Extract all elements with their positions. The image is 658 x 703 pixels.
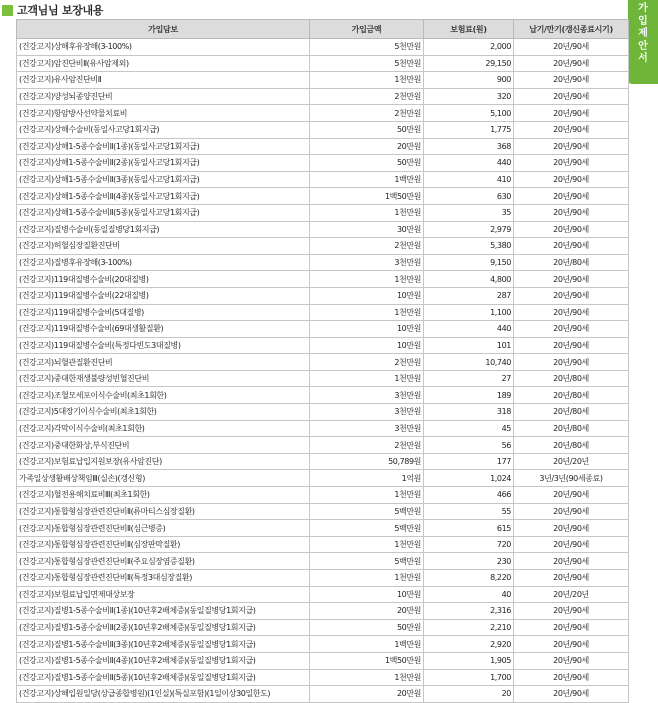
table-row (17, 370, 629, 387)
amount-cell: 1천만원 (310, 304, 424, 321)
coverage-name-cell: (건강고지)질병1-5종수술비Ⅱ(3종)(10년후2배체증)(동일질병당1회지급) (17, 636, 310, 653)
amount-cell: 5백만원 (310, 520, 424, 537)
premium-cell: 1,100 (424, 304, 514, 321)
table-row (17, 686, 629, 703)
premium-cell: 630 (424, 188, 514, 205)
header-coverage: 가입담보 (17, 20, 310, 39)
table-row (17, 55, 629, 72)
amount-cell: 3천만원 (310, 254, 424, 271)
amount-cell: 3천만원 (310, 420, 424, 437)
side-tab-char: 입 (638, 15, 648, 27)
term-cell: 20년/90세 (514, 238, 629, 255)
term-cell: 20년/90세 (514, 570, 629, 587)
premium-cell: 320 (424, 88, 514, 105)
amount-cell: 2천만원 (310, 437, 424, 454)
coverage-name-cell: (건강고지)유사암진단비Ⅱ (17, 72, 310, 89)
side-tab-char: 제 (638, 28, 648, 39)
coverage-name-cell: (건강고지)양성뇌종양진단비 (17, 88, 310, 105)
table-row (17, 536, 629, 553)
premium-cell: 10,740 (424, 354, 514, 371)
coverage-name-cell: (건강고지)중대한화상,부식진단비 (17, 437, 310, 454)
term-cell: 20년/90세 (514, 686, 629, 703)
table-row (17, 238, 629, 255)
term-cell: 20년/90세 (514, 121, 629, 138)
coverage-name-cell: (건강고지)상해입원일당(상급종합병원)(1인실)(특실포함)(1일이상30일한도) (17, 686, 310, 703)
premium-cell: 368 (424, 138, 514, 155)
amount-cell: 1백50만원 (310, 652, 424, 669)
premium-cell: 2,210 (424, 619, 514, 636)
table-row (17, 520, 629, 537)
coverage-name-cell: (건강고지)5대장기이식수술비(최초1회한) (17, 404, 310, 421)
term-cell: 20년/90세 (514, 553, 629, 570)
table-row (17, 487, 629, 504)
table-row (17, 171, 629, 188)
amount-cell: 50,789원 (310, 453, 424, 470)
table-row (17, 503, 629, 520)
table-row (17, 304, 629, 321)
premium-cell: 5,380 (424, 238, 514, 255)
table-row (17, 138, 629, 155)
premium-cell: 35 (424, 204, 514, 221)
premium-cell: 40 (424, 586, 514, 603)
coverage-name-cell: (건강고지)상해1-5종수술비Ⅱ(1종)(동일사고당1회지급) (17, 138, 310, 155)
term-cell: 20년/90세 (514, 39, 629, 56)
premium-cell: 1,024 (424, 470, 514, 487)
premium-cell: 615 (424, 520, 514, 537)
term-cell: 20년/80세 (514, 387, 629, 404)
amount-cell: 2천만원 (310, 105, 424, 122)
amount-cell: 2천만원 (310, 88, 424, 105)
table-row (17, 652, 629, 669)
table-row (17, 404, 629, 421)
term-cell: 20년/90세 (514, 337, 629, 354)
term-cell: 20년/90세 (514, 155, 629, 172)
amount-cell: 10만원 (310, 337, 424, 354)
side-tab-char: 가 (638, 3, 648, 14)
amount-cell: 3천만원 (310, 404, 424, 421)
amount-cell: 5천만원 (310, 39, 424, 56)
coverage-name-cell: (건강고지)항암방사선약물치료비 (17, 105, 310, 122)
coverage-name-cell: (건강고지)질병1-5종수술비Ⅱ(1종)(10년후2배체증)(동일질병당1회지급) (17, 603, 310, 620)
premium-cell: 8,220 (424, 570, 514, 587)
term-cell: 20년/90세 (514, 321, 629, 338)
premium-cell: 1,775 (424, 121, 514, 138)
coverage-name-cell: (건강고지)상해1-5종수술비Ⅱ(2종)(동일사고당1회지급) (17, 155, 310, 172)
coverage-name-cell: (건강고지)119대질병수술비(5대질병) (17, 304, 310, 321)
amount-cell: 30만원 (310, 221, 424, 238)
table-row (17, 204, 629, 221)
amount-cell: 10만원 (310, 287, 424, 304)
premium-cell: 1,905 (424, 652, 514, 669)
term-cell: 20년/20년 (514, 453, 629, 470)
premium-cell: 29,150 (424, 55, 514, 72)
table-row (17, 337, 629, 354)
term-cell: 20년/90세 (514, 354, 629, 371)
amount-cell: 1천만원 (310, 271, 424, 288)
coverage-name-cell: (건강고지)조혈모세포이식수술비(최초1회한) (17, 387, 310, 404)
premium-cell: 2,000 (424, 39, 514, 56)
amount-cell: 10만원 (310, 321, 424, 338)
premium-cell: 55 (424, 503, 514, 520)
term-cell: 20년/90세 (514, 669, 629, 686)
term-cell: 20년/90세 (514, 221, 629, 238)
coverage-name-cell: (건강고지)통합형심장관련진단비Ⅱ(주요심장염증질환) (17, 553, 310, 570)
premium-cell: 9,150 (424, 254, 514, 271)
section-header (0, 0, 630, 20)
term-cell: 20년/90세 (514, 204, 629, 221)
premium-cell: 287 (424, 287, 514, 304)
premium-cell: 45 (424, 420, 514, 437)
term-cell: 20년/90세 (514, 487, 629, 504)
coverage-name-cell: (건강고지)상해1-5종수술비Ⅱ(4종)(동일사고당1회지급) (17, 188, 310, 205)
term-cell: 20년/90세 (514, 88, 629, 105)
amount-cell: 3천만원 (310, 387, 424, 404)
coverage-name-cell: 가족일상생활배상책임Ⅲ(실손)(갱신형) (17, 470, 310, 487)
amount-cell: 50만원 (310, 619, 424, 636)
header-amount: 가입금액 (310, 20, 424, 39)
table-row (17, 271, 629, 288)
coverage-name-cell: (건강고지)통합형심장관련진단비Ⅱ(심근병증) (17, 520, 310, 537)
premium-cell: 466 (424, 487, 514, 504)
side-tab-proposal[interactable] (628, 0, 658, 84)
table-row (17, 453, 629, 470)
coverage-name-cell: (건강고지)상해후유장해(3-100%) (17, 39, 310, 56)
coverage-name-cell: (건강고지)보험료납입면제대상보장 (17, 586, 310, 603)
term-cell: 20년/90세 (514, 271, 629, 288)
amount-cell: 1천만원 (310, 487, 424, 504)
term-cell: 20년/90세 (514, 171, 629, 188)
premium-cell: 1,700 (424, 669, 514, 686)
amount-cell: 1천만원 (310, 204, 424, 221)
term-cell: 20년/90세 (514, 55, 629, 72)
header-premium: 보험료(원) (424, 20, 514, 39)
section-title: 고객님님 보장내용 (17, 4, 104, 17)
table-row (17, 570, 629, 587)
term-cell: 20년/90세 (514, 304, 629, 321)
side-tab-char: 서 (638, 53, 648, 64)
coverage-name-cell: (건강고지)허혈심장질환진단비 (17, 238, 310, 255)
term-cell: 20년/90세 (514, 503, 629, 520)
coverage-name-cell: (건강고지)통합형심장관련진단비Ⅱ(류마티스심장질환) (17, 503, 310, 520)
table-row (17, 121, 629, 138)
term-cell: 20년/80세 (514, 404, 629, 421)
table-row (17, 619, 629, 636)
table-row (17, 72, 629, 89)
premium-cell: 230 (424, 553, 514, 570)
amount-cell: 20만원 (310, 138, 424, 155)
coverage-name-cell: (건강고지)119대질병수술비(69대생활질환) (17, 321, 310, 338)
premium-cell: 720 (424, 536, 514, 553)
header-term: 납기/만기(갱신종료시기) (514, 20, 629, 39)
term-cell: 20년/90세 (514, 105, 629, 122)
premium-cell: 318 (424, 404, 514, 421)
amount-cell: 20만원 (310, 686, 424, 703)
table-row (17, 437, 629, 454)
term-cell: 20년/90세 (514, 138, 629, 155)
amount-cell: 1천만원 (310, 72, 424, 89)
term-cell: 20년/20년 (514, 586, 629, 603)
table-row (17, 321, 629, 338)
coverage-name-cell: (건강고지)질병1-5종수술비Ⅱ(4종)(10년후2배체증)(동일질병당1회지급) (17, 652, 310, 669)
coverage-name-cell: (건강고지)각막이식수술비(최초1회한) (17, 420, 310, 437)
side-tab-char: 안 (638, 40, 648, 52)
coverage-name-cell: (건강고지)뇌혈관질환진단비 (17, 354, 310, 371)
amount-cell: 1억원 (310, 470, 424, 487)
table-row (17, 669, 629, 686)
premium-cell: 900 (424, 72, 514, 89)
coverage-name-cell: (건강고지)암진단비Ⅱ(유사암제외) (17, 55, 310, 72)
term-cell: 20년/90세 (514, 536, 629, 553)
premium-cell: 440 (424, 155, 514, 172)
table-row (17, 603, 629, 620)
coverage-name-cell: (건강고지)통합형심장관련진단비Ⅱ(심장판막질환) (17, 536, 310, 553)
term-cell: 20년/80세 (514, 420, 629, 437)
amount-cell: 5천만원 (310, 55, 424, 72)
table-row (17, 105, 629, 122)
table-row (17, 287, 629, 304)
premium-cell: 2,316 (424, 603, 514, 620)
amount-cell: 5백만원 (310, 503, 424, 520)
amount-cell: 50만원 (310, 155, 424, 172)
amount-cell: 1천만원 (310, 570, 424, 587)
term-cell: 20년/90세 (514, 72, 629, 89)
coverage-name-cell: (건강고지)상해1-5종수술비Ⅱ(3종)(동일사고당1회지급) (17, 171, 310, 188)
coverage-name-cell: (건강고지)질병1-5종수술비Ⅱ(5종)(10년후2배체증)(동일질병당1회지급) (17, 669, 310, 686)
premium-cell: 410 (424, 171, 514, 188)
table-row (17, 155, 629, 172)
table-row (17, 553, 629, 570)
premium-cell: 2,920 (424, 636, 514, 653)
table-row (17, 354, 629, 371)
term-cell: 3년/3년(90세종료) (514, 470, 629, 487)
coverage-name-cell: (건강고지)통합형심장관련진단비Ⅱ(특정3대심장질환) (17, 570, 310, 587)
coverage-name-cell: (건강고지)119대질병수술비(20대질병) (17, 271, 310, 288)
term-cell: 20년/90세 (514, 652, 629, 669)
coverage-name-cell: (건강고지)119대질병수술비(22대질병) (17, 287, 310, 304)
table-row (17, 636, 629, 653)
table-row (17, 221, 629, 238)
amount-cell: 10만원 (310, 586, 424, 603)
amount-cell: 2천만원 (310, 354, 424, 371)
premium-cell: 2,979 (424, 221, 514, 238)
amount-cell: 1백50만원 (310, 188, 424, 205)
table-row (17, 420, 629, 437)
table-row (17, 586, 629, 603)
coverage-name-cell: (건강고지)119대질병수술비(특정다빈도3대질병) (17, 337, 310, 354)
premium-cell: 56 (424, 437, 514, 454)
term-cell: 20년/90세 (514, 520, 629, 537)
coverage-table (16, 19, 629, 703)
table-row (17, 470, 629, 487)
amount-cell: 1천만원 (310, 669, 424, 686)
premium-cell: 27 (424, 370, 514, 387)
term-cell: 20년/90세 (514, 636, 629, 653)
coverage-name-cell: (건강고지)질병후유장해(3-100%) (17, 254, 310, 271)
table-body (17, 39, 629, 703)
term-cell: 20년/90세 (514, 188, 629, 205)
coverage-name-cell: (건강고지)상해수술비(동일사고당1회지급) (17, 121, 310, 138)
premium-cell: 440 (424, 321, 514, 338)
table-header-row (17, 20, 629, 39)
amount-cell: 50만원 (310, 121, 424, 138)
amount-cell: 1백만원 (310, 171, 424, 188)
premium-cell: 177 (424, 453, 514, 470)
premium-cell: 189 (424, 387, 514, 404)
amount-cell: 5백만원 (310, 553, 424, 570)
table-row (17, 387, 629, 404)
amount-cell: 1백만원 (310, 636, 424, 653)
amount-cell: 2천만원 (310, 238, 424, 255)
premium-cell: 20 (424, 686, 514, 703)
table-row (17, 188, 629, 205)
table-row (17, 88, 629, 105)
coverage-name-cell: (건강고지)질병수술비(동일질병당1회지급) (17, 221, 310, 238)
amount-cell: 1천만원 (310, 370, 424, 387)
amount-cell: 1천만원 (310, 536, 424, 553)
premium-cell: 5,100 (424, 105, 514, 122)
green-square-icon (2, 5, 13, 16)
term-cell: 20년/90세 (514, 603, 629, 620)
term-cell: 20년/80세 (514, 370, 629, 387)
premium-cell: 4,800 (424, 271, 514, 288)
coverage-name-cell: (건강고지)상해1-5종수술비Ⅱ(5종)(동일사고당1회지급) (17, 204, 310, 221)
table-row (17, 39, 629, 56)
amount-cell: 20만원 (310, 603, 424, 620)
term-cell: 20년/90세 (514, 287, 629, 304)
term-cell: 20년/90세 (514, 619, 629, 636)
coverage-name-cell: (건강고지)질병1-5종수술비Ⅱ(2종)(10년후2배체증)(동일질병당1회지급) (17, 619, 310, 636)
term-cell: 20년/80세 (514, 437, 629, 454)
table-row (17, 254, 629, 271)
coverage-name-cell: (건강고지)중대한재생불량성빈혈진단비 (17, 370, 310, 387)
term-cell: 20년/80세 (514, 254, 629, 271)
coverage-name-cell: (건강고지)보험료납입지원보장(유사암진단) (17, 453, 310, 470)
premium-cell: 101 (424, 337, 514, 354)
coverage-name-cell: (건강고지)혈전용해치료비Ⅲ(최초1회한) (17, 487, 310, 504)
